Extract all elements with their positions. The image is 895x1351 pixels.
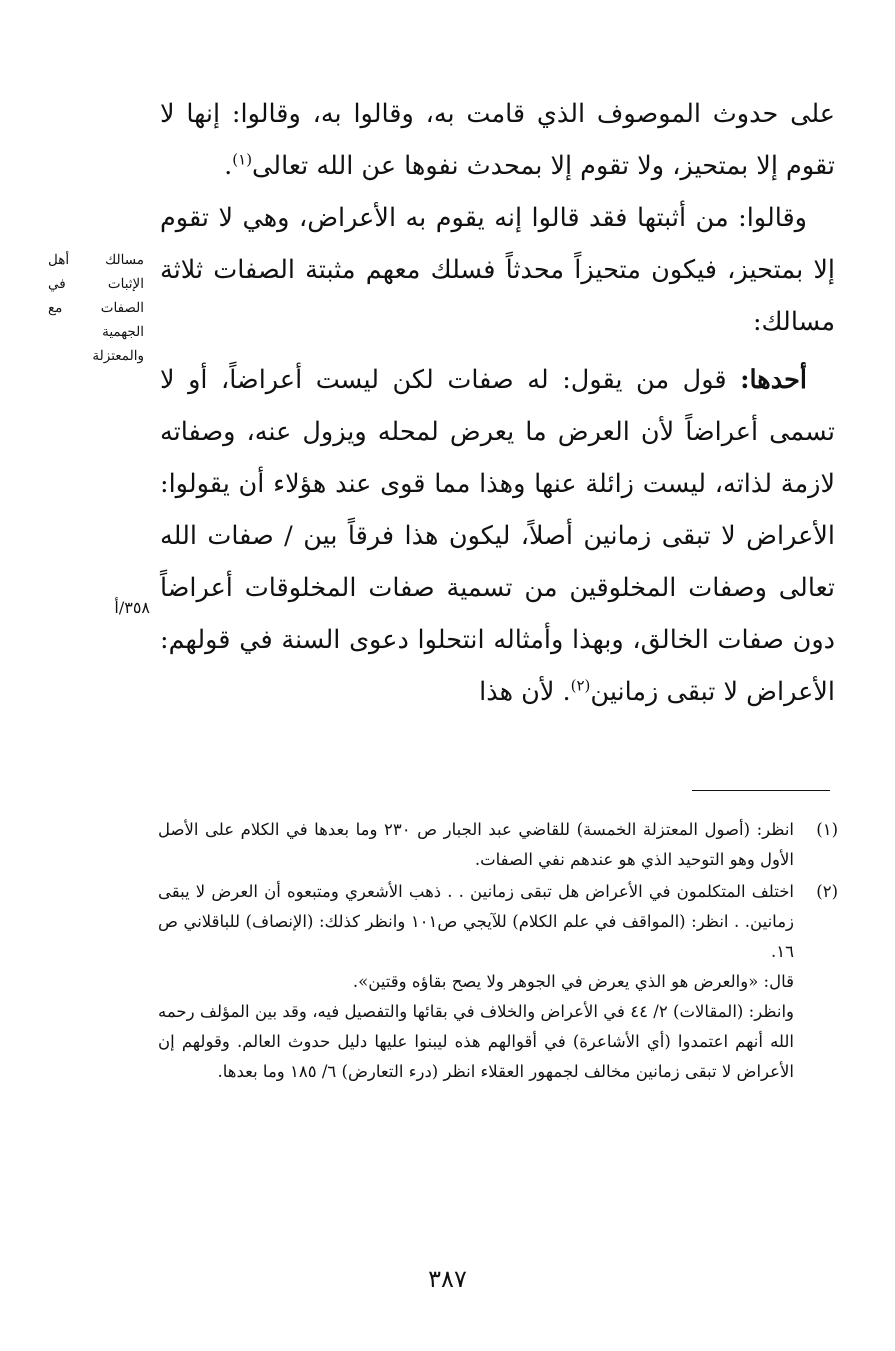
paragraph-1-text: على حدوث الموصوف الذي قامت به، وقالوا به، وقالوا: إنها لا تقوم إلا بمتحيز، ولا تقوم إلا بمحدث نفوها عن الله تعالى: [160, 99, 835, 181]
footnote-1: [158, 815, 838, 875]
footnote-divider: [692, 790, 830, 791]
footnote-2: [158, 877, 838, 1087]
folio-marker: ٣٥٨/أ: [114, 598, 150, 617]
footnote-1-body: [158, 815, 794, 875]
footnote-1-number: (١): [816, 820, 838, 839]
main-text: [160, 88, 835, 718]
footnote-2-text-2: قال: «والعرض هو الذي يعرض في الجوهر ولا يصح بقاؤه وقتين».: [352, 972, 794, 991]
footnote-ref-1: (١): [232, 150, 253, 169]
footnote-2-number: (٢): [816, 882, 838, 901]
paragraph-2: وقالوا: من أثبتها فقد قالوا إنه يقوم به الأعراض، وهي لا تقوم إلا بمتحيز، فيكون متحيزاً محدثاً فسلك معهم مثبتة الصفات ثلاثة مسالك:: [160, 203, 835, 337]
page-number: ٣٨٧: [428, 1265, 467, 1293]
margin-note: مسالك أهل الإثبات في الصفات مع الجهمية والمعتزلة: [48, 252, 144, 364]
paragraph-3-lead: أحدها:: [740, 365, 807, 395]
footnote-ref-2: (٢): [570, 676, 591, 695]
paragraph-1: [160, 88, 835, 192]
paragraph-3: [160, 354, 835, 718]
footnote-2-body: [158, 877, 794, 1087]
footnote-2-text-1: اختلف المتكلمون في الأعراض هل تبقى زمانين . . ذهب الأشعري ومتبعوه أن العرض لا يبقى زمانين. . انظر: (المواقف في علم الكلام) للآيجي ص١٠١ وانظر كذلك: (الإنصاف) للباقلاني ص ١٦.: [158, 882, 794, 961]
footnote-1-text: انظر: (أصول المعتزلة الخمسة) للقاضي عبد الجبار ص ٢٣٠ وما بعدها في الكلام على الأصل الأول وهو التوحيد الذي هو عندهم نفي الصفات.: [158, 820, 794, 869]
footnote-2-text-3: وانظر: (المقالات) ٢/ ٤٤ في الأعراض والخلاف في بقائها والتفصيل فيه، وقد بين المؤلف رحمه الله أنهم اعتمدوا (أي الأشاعرة) في أقوالهم هذه ليبنوا عليها دليل حدوث العالم. وقولهم إن الأعراض لا تبقى زمانين مخالف لجمهور العقلاء انظر (درء التعارض) ٦/ ١٨٥ وما بعدها.: [158, 1002, 795, 1081]
paragraph-3-end: . لأن هذا: [479, 677, 571, 707]
paragraph-3-text: قول من يقول: له صفات لكن ليست أعراضاً، أو لا تسمى أعراضاً لأن العرض ما يعرض لمحله ويزول عنه، وصفاته لازمة لذاته، ليست زائلة عنها وهذا مما قوى عند هؤلاء أن يقولوا: الأعراض لا تبقى زمانين أصلاً، ليكون هذا فرقاً بين / صفات الله تعالى وصفات المخلوقين من تسمية صفات المخلوقات أعراضاً دون صفات الخالق، وبهذا وأمثاله انتحلوا دعوى السنة في قولهم: الأعراض لا تبقى زمانين: [160, 365, 835, 707]
paragraph-1-end: .: [224, 151, 233, 181]
footnotes: [158, 815, 838, 1089]
